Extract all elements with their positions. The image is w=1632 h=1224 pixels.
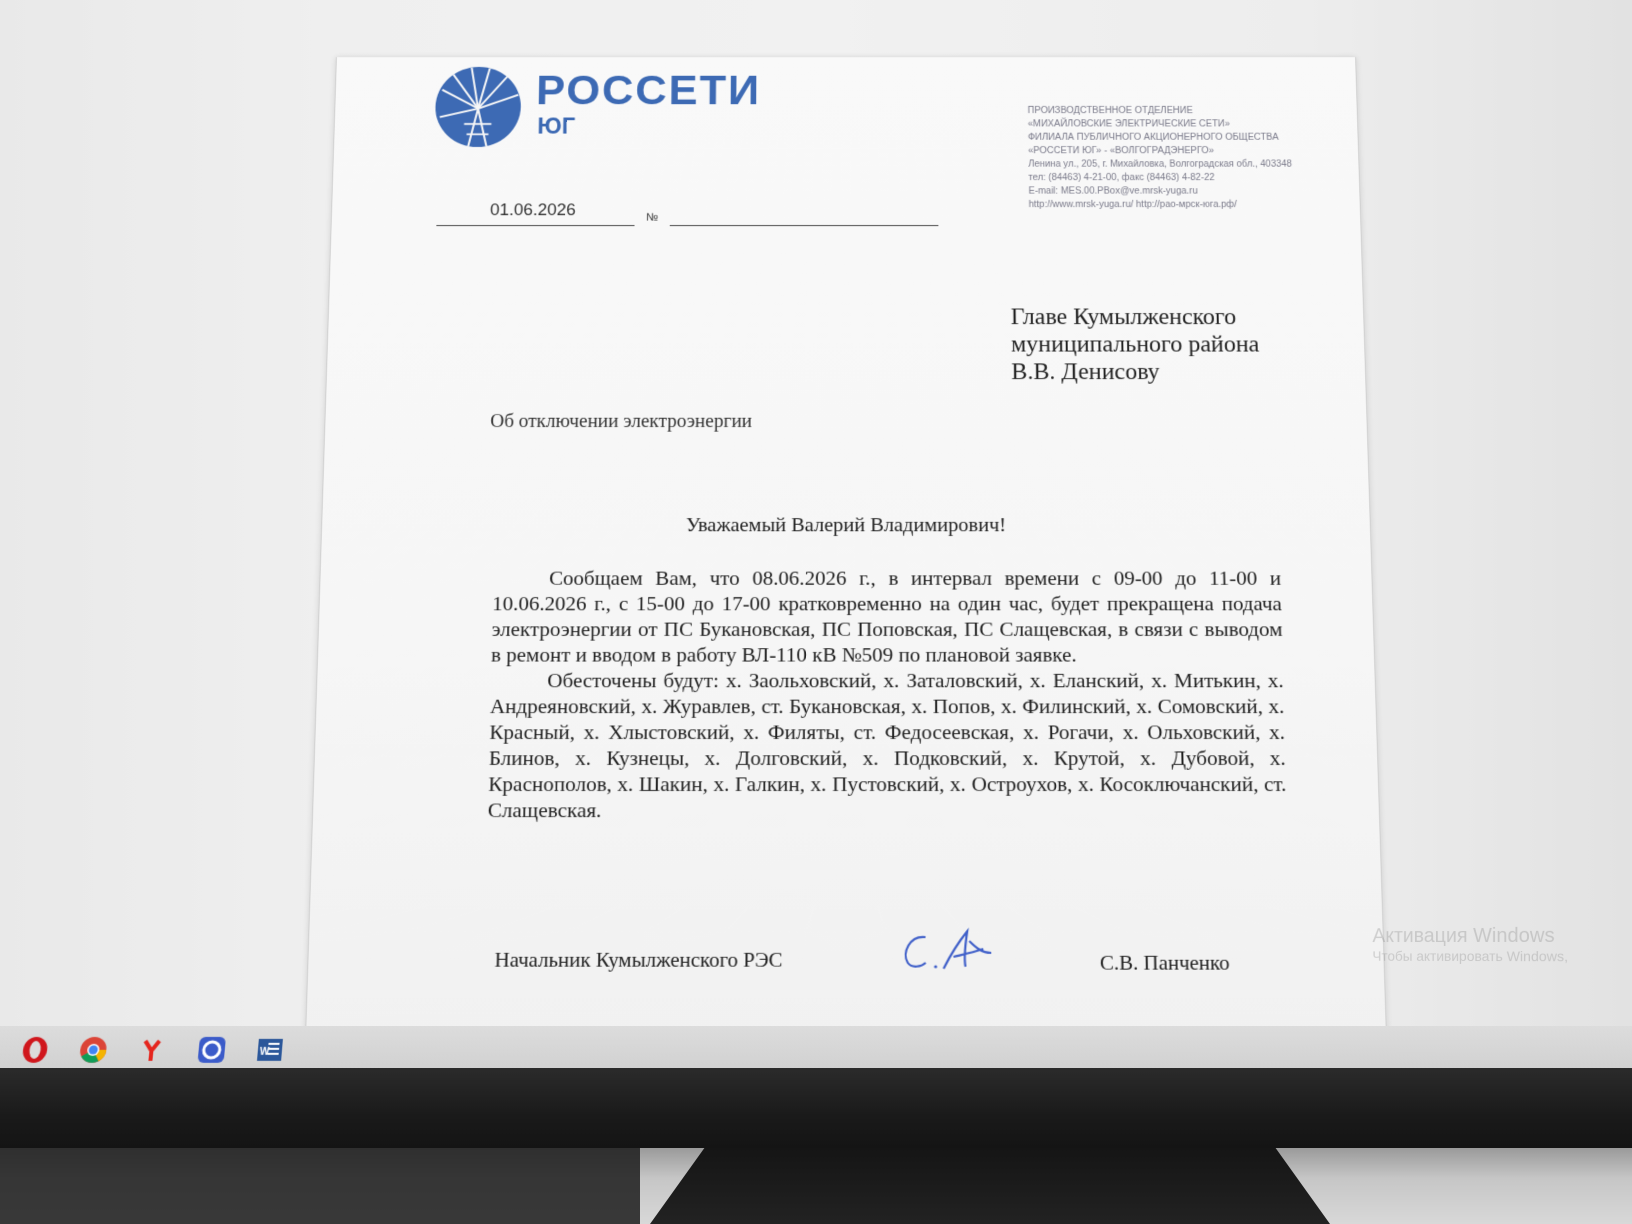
organization-details: [1028, 104, 1343, 211]
letter-body: [488, 566, 1288, 824]
org-line: «РОССЕТИ ЮГ» - «ВОЛГОГРАДЭНЕРГО»: [1028, 146, 1215, 156]
camera-app-icon[interactable]: [192, 1032, 232, 1068]
recipient-block: [1011, 304, 1261, 386]
recipient-line: Главе Кумылженского: [1010, 304, 1237, 330]
windows-activation-watermark: [1372, 925, 1568, 965]
letter-date: 01.06.2026: [489, 200, 576, 219]
letter-greeting: Уважаемый Валерий Владимирович!: [685, 513, 1007, 536]
chrome-icon[interactable]: [73, 1032, 113, 1068]
watermark-title: Активация Windows: [1372, 924, 1555, 948]
org-line: «МИХАЙЛОВСКИЕ ЭЛЕКТРИЧЕСКИЕ СЕТИ»: [1027, 119, 1231, 130]
brand-region: ЮГ: [537, 113, 576, 139]
recipient-line: В.В. Денисову: [1011, 359, 1160, 385]
taskbar: [0, 1026, 1632, 1074]
document-page: [305, 57, 1387, 1037]
yandex-browser-icon[interactable]: [132, 1032, 172, 1068]
watermark-subtitle: Чтобы активировать Windows,: [1372, 947, 1569, 965]
org-line: http://www.mrsk-yuga.ru/ http://рао-мрск-юга.рф/: [1028, 199, 1237, 210]
org-line: Ленина ул., 205, г. Михайловка, Волгоградская обл., 403348: [1028, 159, 1293, 170]
org-line: E-mail: MES.00.PBox@ve.mrsk-yuga.ru: [1028, 186, 1198, 197]
org-line: ФИЛИАЛА ПУБЛИЧНОГО АКЦИОНЕРНОГО ОБЩЕСТВА: [1027, 132, 1279, 143]
recipient-line: муниципального района: [1010, 332, 1260, 358]
rosseti-logo-icon: [432, 64, 525, 149]
signer-name: С.В. Панченко: [1099, 950, 1230, 975]
signer-position: Начальник Кумылженского РЭС: [494, 947, 783, 972]
number-label: №: [645, 210, 659, 224]
svg-text:W: W: [259, 1046, 270, 1058]
monitor-shadow: [0, 1148, 640, 1224]
brand-name: РОССЕТИ: [535, 66, 762, 114]
handwritten-signature: [896, 923, 1006, 982]
opera-icon[interactable]: [15, 1032, 55, 1068]
monitor-bezel: [0, 1068, 1632, 1148]
org-line: ПРОИЗВОДСТВЕННОЕ ОТДЕЛЕНИЕ: [1027, 105, 1193, 116]
letter-subject: Об отключении электроэнергии: [490, 411, 753, 432]
number-field: [670, 198, 939, 226]
body-paragraph: Сообщаем Вам, что 08.06.2026 г., в интервал времени с 09-00 до 11-00 и 10.06.2026 г., с 15-00 до 17-00 кратковременно на один час, будет прекращена подача электроэнергии от ПС Букановская, ПС Поповская, ПС Слащевская, в связи с выводом в ремонт и вводом в работу ВЛ-110 кВ №509 по плановой заявке.: [490, 566, 1283, 667]
monitor-stand: [650, 1148, 1330, 1224]
org-line: тел: (84463) 4-21-00, факс (84463) 4-82-22: [1028, 172, 1215, 183]
body-paragraph: Обесточены будут: х. Заольховский, х. Заталовский, х. Еланский, х. Митькин, х. Андреяновский, х. Журавлев, ст. Букановская, х. Попов, х. Филинский, х. Сомовский, х. Красный, х. Хлыстовский, х. Филяты, ст. Федосеевская, х. Рогачи, х. Ольховский, х. Блинов, х. Кузнецы, х. Долговский, х. Подковский, х. Крутой, х. Дубовой, х. Краснополов, х. Шакин, х. Галкин, х. Пустовский, х. Остроухов, х. Косоключанский, ст. Слащевская.: [487, 669, 1287, 822]
word-icon[interactable]: [250, 1032, 289, 1068]
